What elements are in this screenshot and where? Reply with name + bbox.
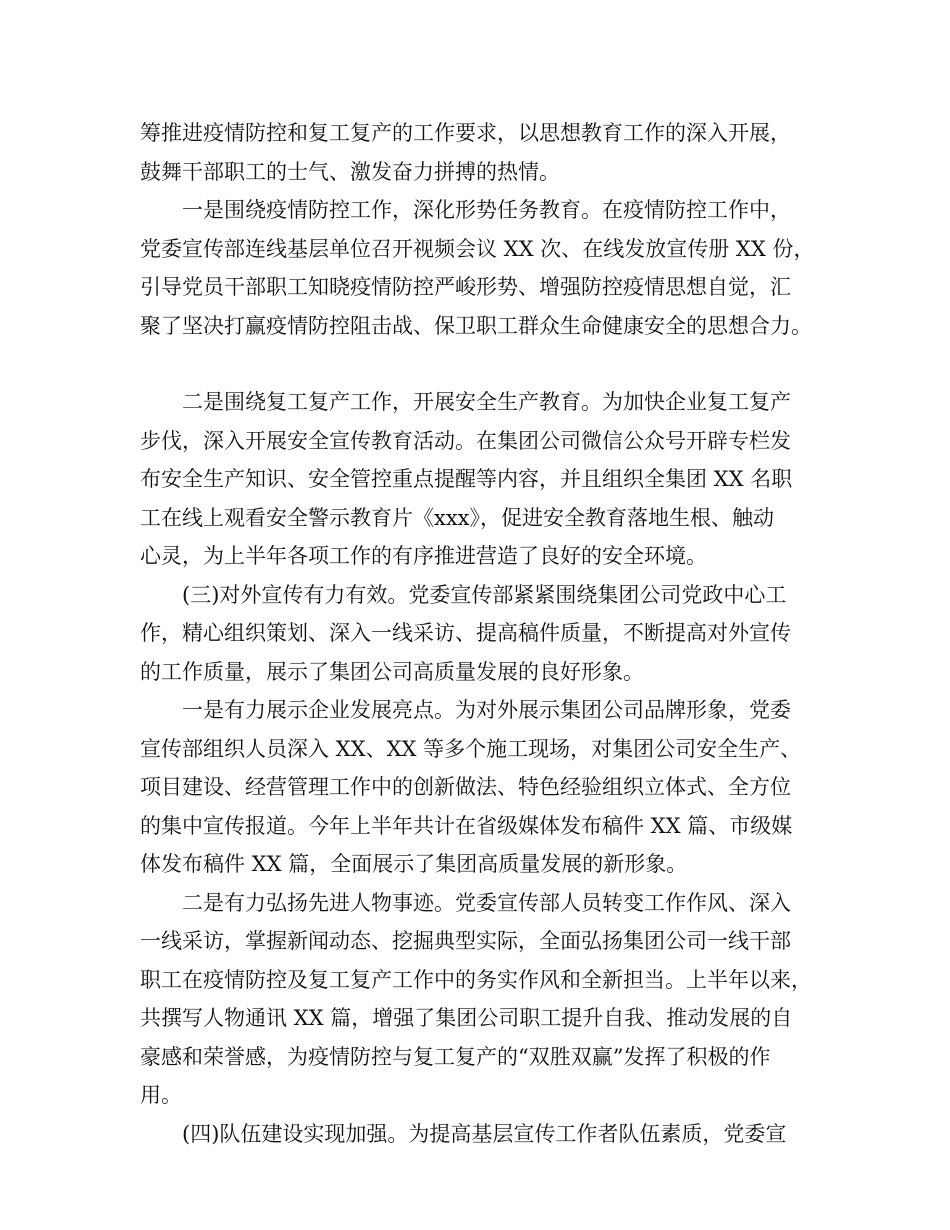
paragraph-5: 一是有力展示企业发展亮点。为对外展示集团公司品牌形象，党委 宣传部组织人员深入 XX、XX 等多个施工现场，对集团公司安全生产、 项目建设、经营管理工作中的创新做法、特色经验组织立体式、全方位 的集中宣传报道。今年上半年共计在省级媒体发布稿件 XX 篇、市级媒 体发布稿件 XX 篇，全面展示了集团高质量发展的新形象。: [140, 698, 802, 876]
paragraph-7: (四)队伍建设实现加强。为提高基层宣传工作者队伍素质，党委宣: [182, 1121, 787, 1146]
paragraph-4: (三)对外宣传有力有效。党委宣传部紧紧围绕集团公司党政中心工 作，精心组织策划、深入一线采访、提高稿件质量，不断提高对外宣传 的工作质量，展示了集团公司高质量发展的良好形象。: [140, 582, 791, 684]
paragraph-gap: [140, 345, 830, 383]
paragraph-2: 一是围绕疫情防控工作，深化形势任务教育。在疫情防控工作中， 党委宣传部连线基层单位召开视频会议 XX 次、在线发放宣传册 XX 份， 引导党员干部职工知晓疫情防控严峻形势、增强防控疫情思想自觉，汇 聚了坚决打赢疫情防控阻击战、保卫职工群众生命健康安全的思想合力。: [140, 198, 815, 338]
paragraph-6: 二是有力弘扬先进人物事迹。党委宣传部人员转变工作作风、深入 一线采访，掌握新闻动态、挖掘典型实际，全面弘扬集团公司一线干部 职工在疫情防控及复工复产工作中的务实作风和全新担当。上半年以来， 共撰写人物通讯 XX 篇，增强了集团公司职工提升自我、推动发展的自 豪感和荣誉感，为疫情防控与复工复产的“双胜双赢”发挥了积极的作 用。: [140, 890, 812, 1107]
document-page: [140, 114, 830, 1153]
paragraph-3: 二是围绕复工复产工作，开展安全生产教育。为加快企业复工复产 步伐，深入开展安全宣传教育活动。在集团公司微信公众号开辟专栏发 布安全生产知识、安全管控重点提醒等内容，并且组织全集团 XX 名职 工在线上观看安全警示教育片《xxx》，促进安全教育落地生根、触动 心灵，为上半年各项工作的有序推进营造了良好的安全环境。: [140, 390, 793, 568]
paragraph-1: 筹推进疫情防控和复工复产的工作要求，以思想教育工作的深入开展， 鼓舞干部职工的士气、激发奋力拼搏的热情。: [140, 121, 791, 184]
